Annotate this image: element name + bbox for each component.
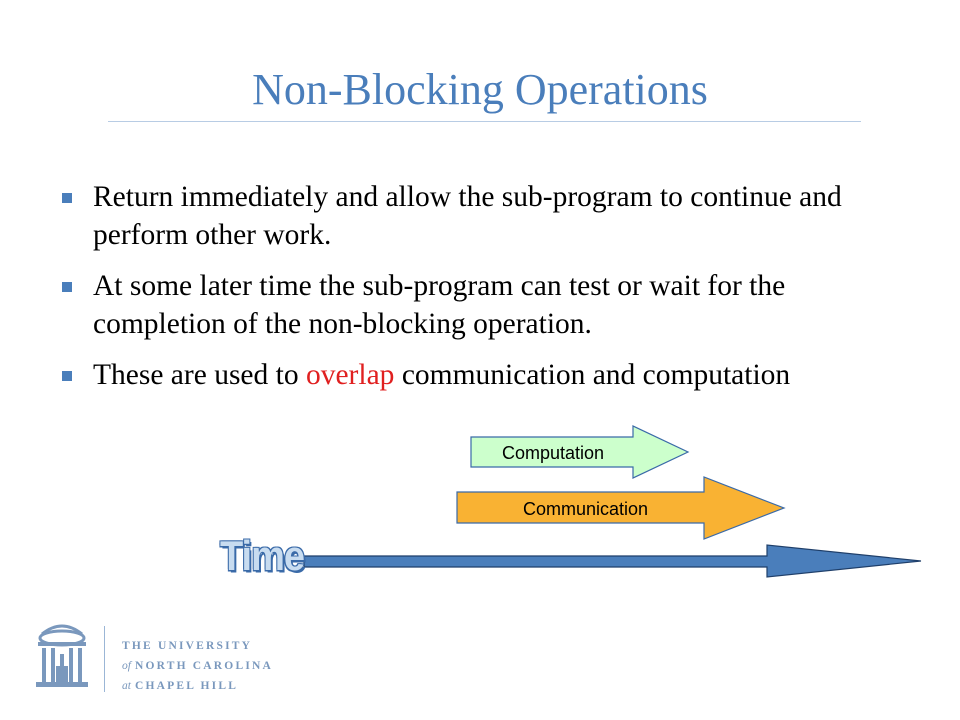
bullet-text-before: These are used to [93,359,306,391]
time-arrow [304,545,921,577]
bullet-text: Return immediately and allow the sub-program to continue and perform other work. [93,181,842,251]
bullet-text: At some later time the sub-program can test or wait for the completion of the non-blocking operation. [93,270,786,340]
wordmark-prefix-at: at [122,680,131,692]
highlight-overlap: overlap [305,359,395,391]
university-wordmark [122,636,273,696]
slide-title: Non-Blocking Operations [252,65,708,114]
wordmark-prefix-of: of [122,660,131,672]
wordmark-line-1: THE UNIVERSITY [122,640,253,652]
wordmark-line-2: NORTH CAROLINA [134,660,274,672]
communication-label: Communication [523,499,649,519]
computation-label: Computation [502,443,605,463]
wordmark-line-3: CHAPEL HILL [134,680,239,692]
old-well-icon [32,622,92,692]
time-label: Time [220,533,305,581]
bullet-text-after: communication and computation [394,359,791,391]
logo-divider [104,626,105,692]
